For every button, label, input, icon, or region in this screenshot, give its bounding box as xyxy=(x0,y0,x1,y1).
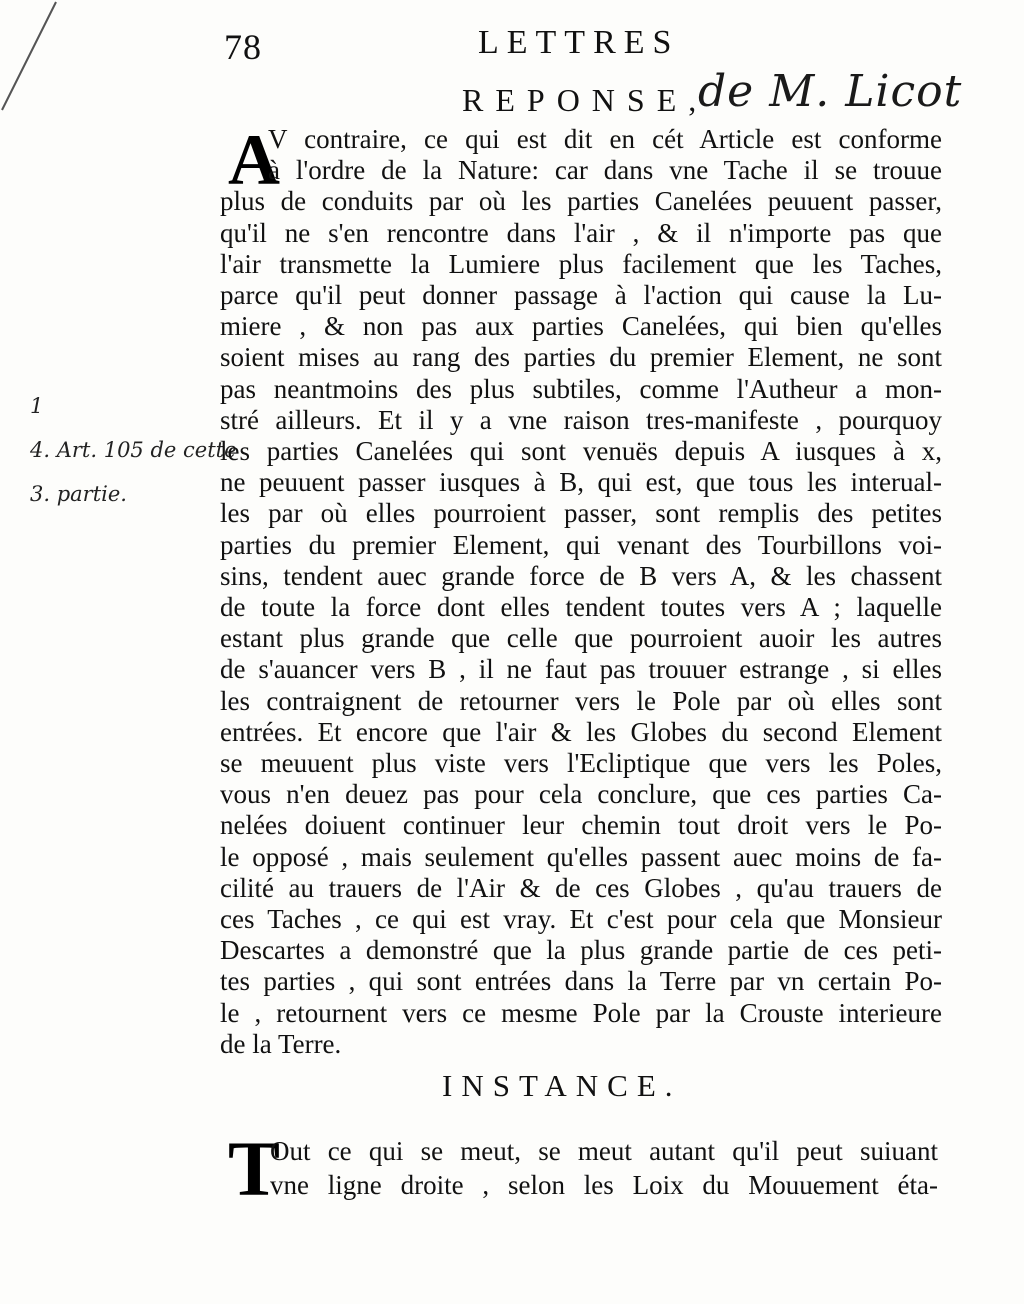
page-edge-shadow xyxy=(0,0,60,130)
text-line: parties du premier Element, qui venant des Tourbillons voi- xyxy=(220,529,942,560)
text-line: miere , & non pas aux parties Canelées, qui bien qu'elles xyxy=(220,311,942,342)
text-line: de s'auancer vers B , il ne faut pas trouuer estrange , si elles xyxy=(220,654,942,685)
text-line: tes parties , qui sont entrées dans la Terre par vn certain Po- xyxy=(220,966,942,997)
text-line: de la Terre. xyxy=(220,1028,342,1059)
text-line: les parties Canelées qui sont venuës depuis A iusques à x, xyxy=(220,436,942,466)
text-line: estant plus grande que celle que pourroient auoir les autres xyxy=(220,623,942,654)
text-line: parce qu'il peut donner passage à l'action qui cause la Lu- xyxy=(220,280,942,310)
text-line: V contraire, ce qui est dit en cét Article est conforme xyxy=(268,124,942,154)
margin-note: 1 4. Art. 105 de cette 3. partie. xyxy=(30,394,237,506)
section-heading-instance: INSTANCE. xyxy=(442,1068,682,1103)
text-line: les par où elles pourroient passer, sont remplis des petites xyxy=(220,498,942,529)
text-line: se meuuent plus viste vers l'Ecliptique que vers les Poles, xyxy=(220,748,942,778)
text-line: cilité au trauers de l'Air & de ces Globes , qu'au trauers de xyxy=(220,872,942,903)
text-line: ne peuuent passer iusques à B, qui est, que tous les interual- xyxy=(220,467,942,498)
text-line: Descartes a demonstré que la plus grande partie de ces peti- xyxy=(220,935,942,966)
running-head: LETTRES xyxy=(478,24,680,61)
text-line: de toute la force dont elles tendent toutes vers A ; laquelle xyxy=(220,592,942,622)
text-line: le opposé , mais seulement qu'elles passent auec moins de fa- xyxy=(220,841,942,872)
drop-cap-t: T xyxy=(228,1125,281,1212)
text-line: nelées doiuent continuer leur chemin tout droit vers le Po- xyxy=(220,810,942,841)
text-line: sins, tendent auec grande force de B vers A, & les chassent xyxy=(220,560,942,591)
text-line: plus de conduits par où les parties Canelées peuuent passer, xyxy=(220,186,942,217)
text-line: vous n'en deuez pas pour cela conclure, que ces parties Ca- xyxy=(220,779,942,810)
text-line: stré ailleurs. Et il y a vne raison tres-manifeste , pourquoy xyxy=(220,404,942,435)
text-line: les contraignent de retourner vers le Pole par où elles sont xyxy=(220,685,942,716)
text-line: pas neantmoins des plus subtiles, comme l'Autheur a mon- xyxy=(220,373,942,404)
text-line: vne ligne droite , selon les Loix du Mouuement éta- xyxy=(270,1170,938,1200)
page-number: 78 xyxy=(224,27,262,67)
text-line: à l'ordre de la Nature: car dans vne Tache il se trouue xyxy=(268,155,942,186)
handwritten-annotation: de M. Licot xyxy=(698,66,963,117)
drop-cap-a: A xyxy=(228,120,280,200)
text-line: le , retournent vers ce mesme Pole par la Crouste interieure xyxy=(220,997,942,1028)
text-line: entrées. Et encore que l'air & les Globes du second Element xyxy=(220,716,942,747)
section-heading-reponse: REPONSE, xyxy=(462,82,709,118)
text-line: qu'il ne s'en rencontre dans l'air , & il n'importe pas que xyxy=(220,217,942,248)
text-line: ces Taches , ce qui est vray. Et c'est pour cela que Monsieur xyxy=(220,904,942,934)
text-line: l'air transmette la Lumiere plus facilement que les Taches, xyxy=(220,248,942,279)
text-line: Out ce qui se meut, se meut autant qu'il peut suiuant xyxy=(270,1136,938,1166)
text-line: soient mises au rang des parties du premier Element, ne sont xyxy=(220,342,942,373)
